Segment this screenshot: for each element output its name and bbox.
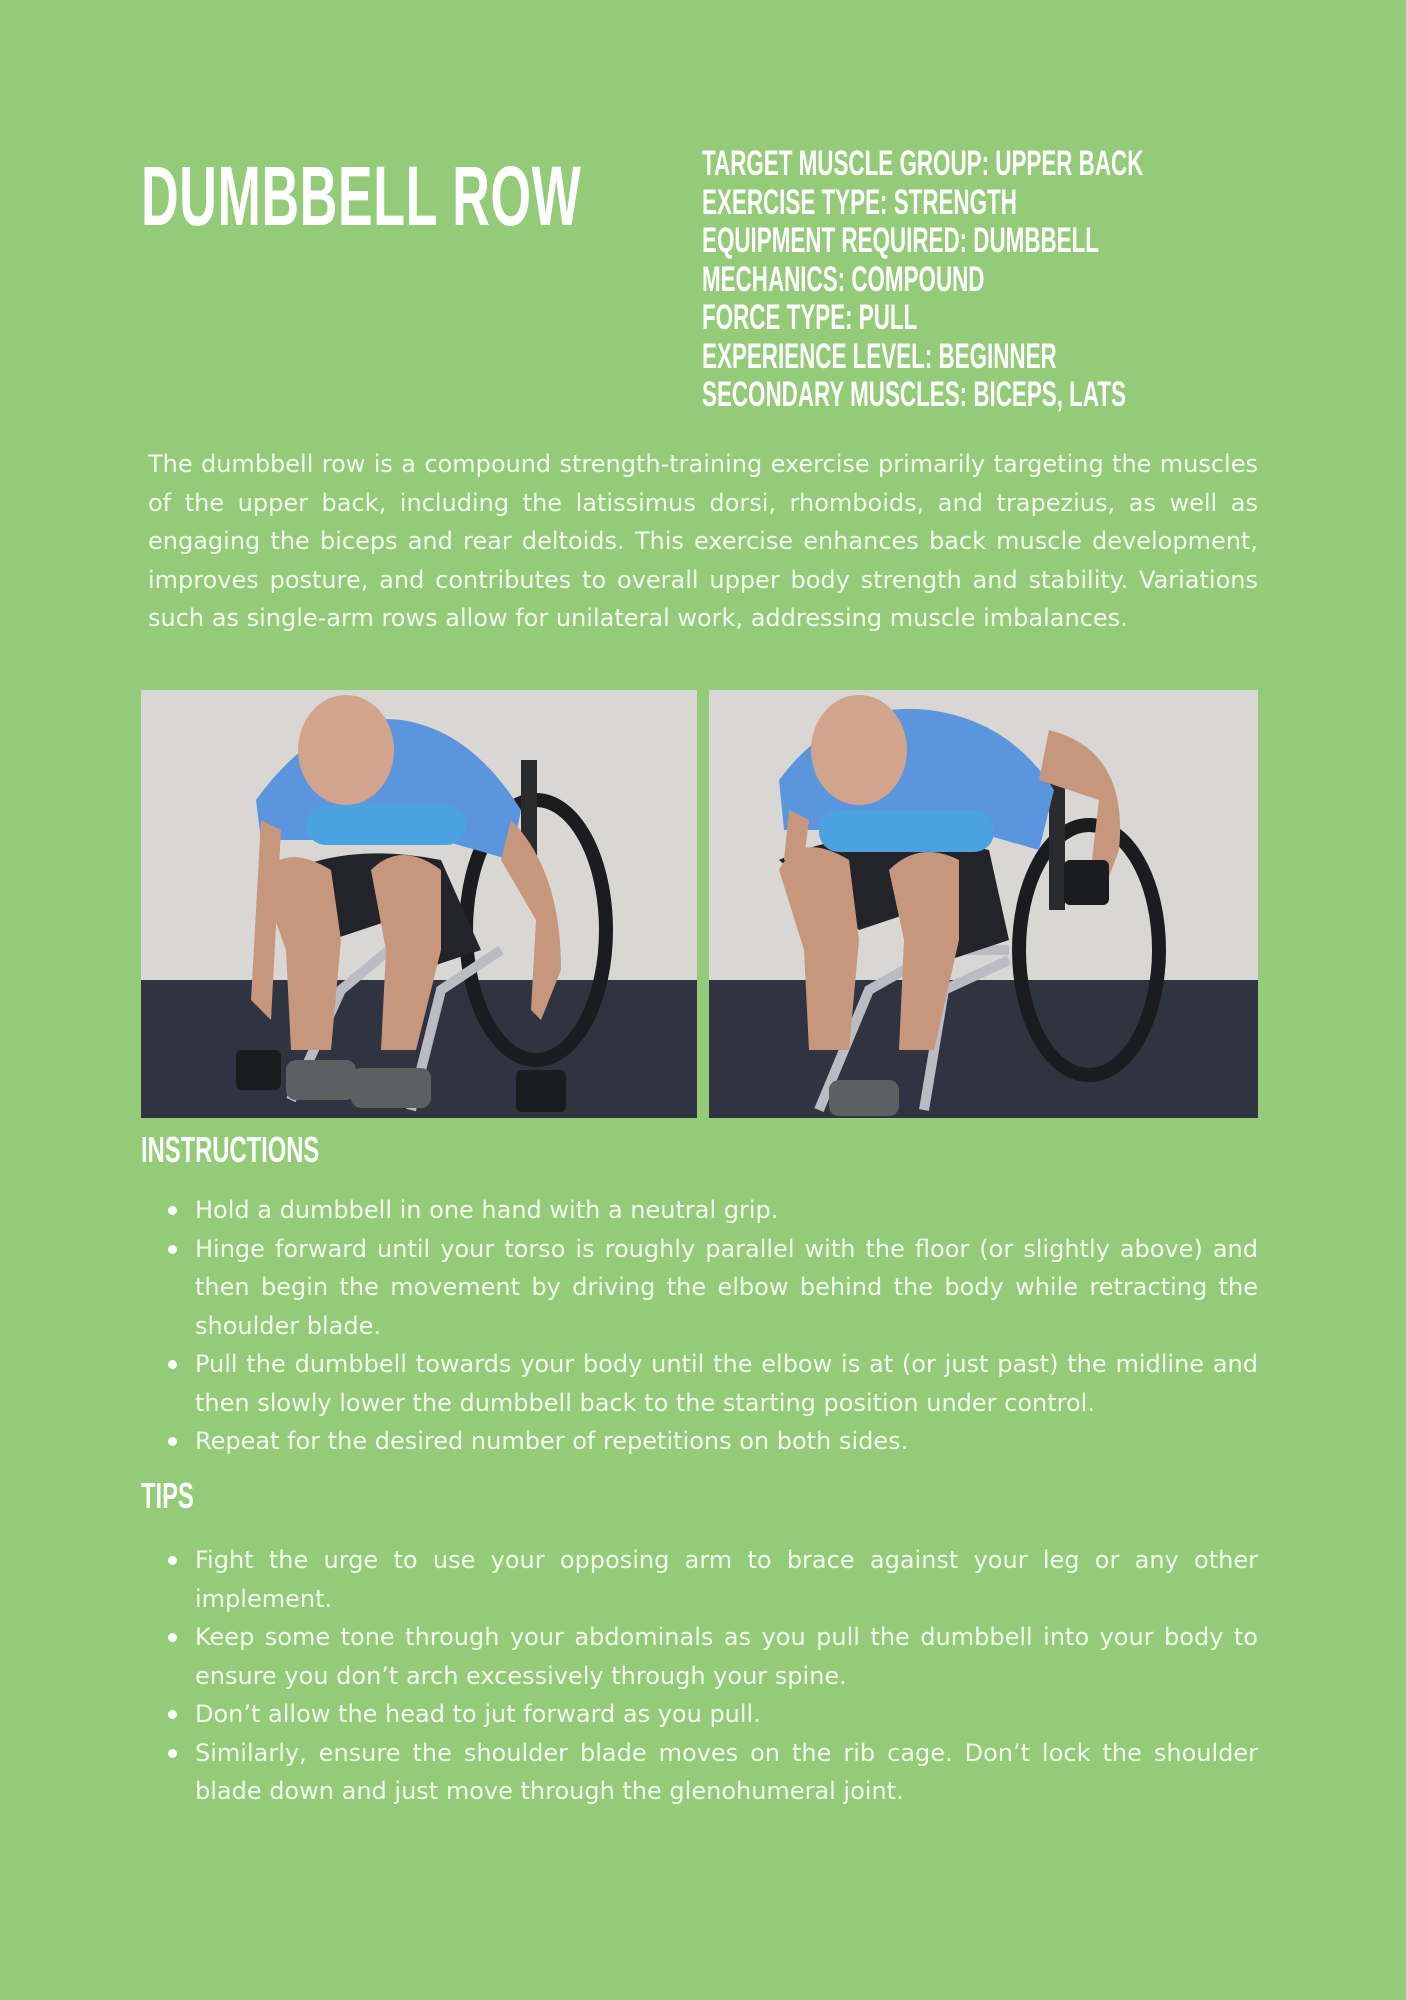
photo-end-position: [709, 690, 1258, 1118]
list-item: Similarly, ensure the shoulder blade moves on the rib cage. Don’t lock the shoulder blade down and just move through the glenohumeral joint.: [195, 1734, 1258, 1811]
list-item: Fight the urge to use your opposing arm to brace against your leg or any other implement.: [195, 1541, 1258, 1618]
instructions-list: [195, 1191, 1258, 1461]
photo-end-illustration: [709, 690, 1258, 1118]
meta-mechanics: MECHANICS: COMPOUND: [702, 259, 985, 299]
meta-force-type: FORCE TYPE: PULL: [702, 298, 918, 337]
list-item: Don’t allow the head to jut forward as you pull.: [195, 1695, 1258, 1734]
list-item: Keep some tone through your abdominals as you pull the dumbbell into your body to ensure you don’t arch excessively through your spine.: [195, 1618, 1258, 1695]
meta-exercise-type: EXERCISE TYPE: STRENGTH: [702, 182, 1017, 222]
tips-heading: TIPS: [141, 1475, 194, 1516]
page-title: DUMBBELL ROW: [141, 149, 582, 243]
photo-start-position: [141, 690, 697, 1118]
list-item: Hold a dumbbell in one hand with a neutral grip.: [195, 1191, 1258, 1230]
meta-secondary-muscles: SECONDARY MUSCLES: BICEPS, LATS: [702, 375, 1126, 414]
instructions-heading: INSTRUCTIONS: [141, 1129, 320, 1170]
exercise-meta-list: [702, 145, 1392, 415]
photo-start-illustration: [141, 690, 697, 1118]
tips-list: [195, 1541, 1258, 1811]
list-item: Hinge forward until your torso is roughly parallel with the floor (or slightly above) and then begin the movement by driving the elbow behind the body while retracting the shoulder blade.: [195, 1230, 1258, 1346]
meta-equipment: EQUIPMENT REQUIRED: DUMBBELL: [702, 221, 1099, 260]
intro-paragraph: The dumbbell row is a compound strength-training exercise primarily targeting the muscles of the upper back, including the latissimus dorsi, rhomboids, and trapezius, as well as engaging the biceps and rear deltoids. This exercise enhances back muscle development, improves posture, and contributes to overall upper body strength and stability. Variations such as single-arm rows allow for unilateral work, addressing muscle imbalances.: [148, 450, 1258, 632]
list-item: Repeat for the desired number of repetitions on both sides.: [195, 1422, 1258, 1461]
list-item: Pull the dumbbell towards your body until the elbow is at (or just past) the midline and then slowly lower the dumbbell back to the starting position under control.: [195, 1345, 1258, 1422]
meta-experience-level: EXPERIENCE LEVEL: BEGINNER: [702, 336, 1057, 376]
meta-target-muscle: TARGET MUSCLE GROUP: UPPER BACK: [702, 144, 1144, 183]
